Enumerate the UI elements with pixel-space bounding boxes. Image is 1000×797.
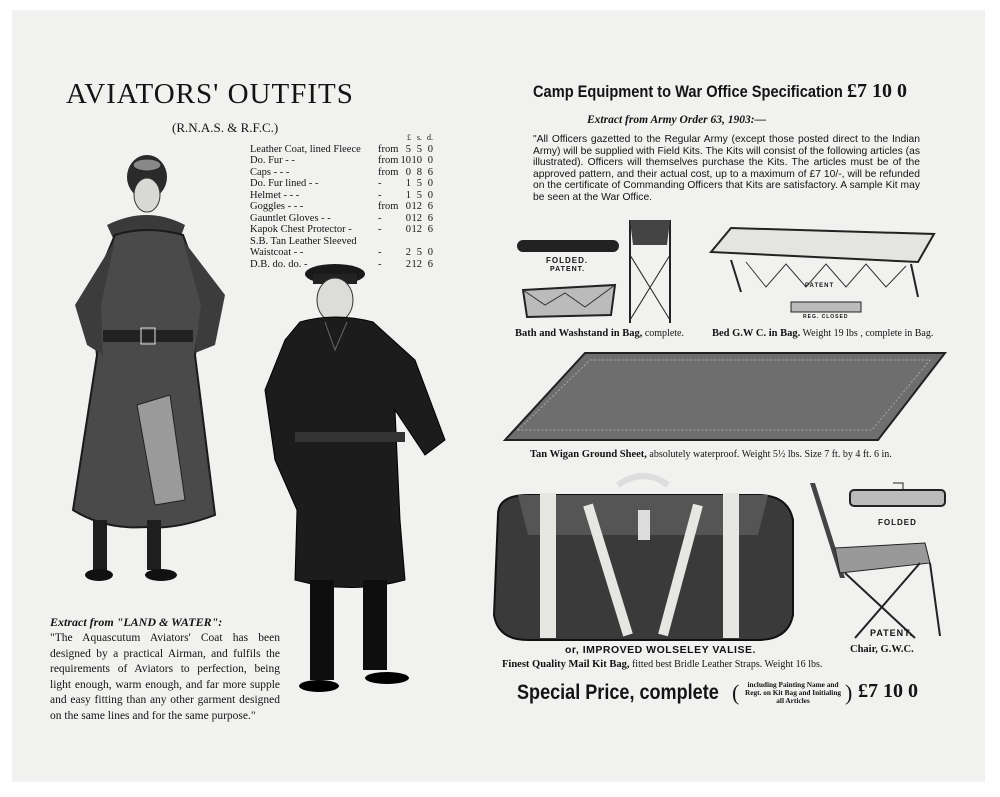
price-shillings: 12 xyxy=(411,201,422,212)
ground-sheet-illustration xyxy=(500,350,950,445)
price-pounds: 1 xyxy=(405,189,411,201)
aviator-coat-illustration xyxy=(55,155,250,605)
camp-chair-illustration xyxy=(805,478,950,640)
price-shillings xyxy=(411,236,422,248)
price-item-name: Helmet - - - xyxy=(250,189,300,201)
kit-bag-caption: Finest Quality Mail Kit Bag, fitted best Bridle Leather Straps. Weight 16 lbs. xyxy=(502,659,823,670)
army-order-text: "All Officers gazetted to the Regular Army (except those posted direct to the Indian Army) will be supplied with Field Kits. The Kits will consist of the following articles (as illustrated). Officers will themselves purchase the Kits. The articles must be of the approved pattern, and their actual cost, up to a maximum of £7 10/-, will be refunded on the certificate of Commanding Officers that Kits are satisfactory. A sample Kit may be seen at the War Office. xyxy=(533,134,920,203)
price-pounds: 0 xyxy=(405,212,411,224)
chair-caption: Chair, G.W.C. xyxy=(850,644,914,655)
price-list xyxy=(250,132,433,270)
price-from: from xyxy=(378,143,399,155)
price-from: - xyxy=(378,189,382,201)
price-row xyxy=(250,201,433,213)
price-from: from xyxy=(378,166,399,178)
price-item-name: Kapok Chest Protector - xyxy=(250,224,352,235)
land-water-extract-title: Extract from "LAND & WATER": xyxy=(50,615,223,629)
price-item-name: Gauntlet Gloves - - xyxy=(250,212,331,224)
kit-bag-illustration xyxy=(488,475,798,643)
price-pence: 6 xyxy=(427,224,433,235)
chair-folded-label: FOLDED xyxy=(878,518,917,527)
bath-folded-label: FOLDED. xyxy=(546,256,589,265)
price-pence: 6 xyxy=(427,258,433,270)
price-item-name: Goggles - - - xyxy=(250,201,304,212)
price-shillings: 5 xyxy=(416,178,422,189)
note-close-paren: ) xyxy=(845,680,853,705)
valise-caption: or, IMPROVED WOLSELEY VALISE. xyxy=(565,644,756,656)
bath-patent-label: PATENT. xyxy=(550,266,586,273)
price-row xyxy=(250,144,433,156)
price-pence: 6 xyxy=(427,201,433,212)
price-shillings: 8 xyxy=(416,166,422,178)
price-shillings: 12 xyxy=(411,258,422,270)
camp-bed-illustration xyxy=(706,222,938,322)
note-open-paren: ( xyxy=(732,680,740,705)
price-row xyxy=(250,224,433,236)
page-title: AVIATORS' OUTFITS xyxy=(66,78,354,110)
price-pence: 0 xyxy=(427,178,433,189)
price-pounds: 0 xyxy=(405,224,411,235)
price-pence: 0 xyxy=(427,143,433,155)
price-shillings: 5 xyxy=(416,143,422,155)
special-price-note: including Painting Name and Regt. on Kit Bag and Initialing all Articles xyxy=(744,680,842,705)
special-price-label: Special Price, complete xyxy=(517,681,719,704)
bath-washstand-illustration xyxy=(515,215,695,325)
price-item-name: S.B. Tan Leather Sleeved xyxy=(250,235,357,247)
price-row xyxy=(250,178,433,190)
bed-patent-label: PATENT xyxy=(805,283,835,289)
price-pounds: 1 xyxy=(405,178,411,189)
price-list-header xyxy=(250,132,433,144)
price-shillings: 12 xyxy=(411,224,422,235)
price-row xyxy=(250,155,433,167)
price-pence: 0 xyxy=(427,247,433,258)
price-row xyxy=(250,167,433,179)
price-pence: 0 xyxy=(427,155,433,166)
price-pounds: 2 xyxy=(405,258,411,270)
price-from: - xyxy=(378,212,382,224)
price-row xyxy=(250,213,433,225)
price-from: - xyxy=(378,258,382,270)
price-from: - xyxy=(378,178,382,189)
camp-equipment-price: £7 10 0 xyxy=(847,80,907,102)
price-row xyxy=(250,236,433,248)
price-shillings: 5 xyxy=(416,247,422,258)
price-from: - xyxy=(378,224,382,235)
price-pounds: 0 xyxy=(405,166,411,178)
bed-caption: Bed G.W C. in Bag. Weight 19 lbs , complete in Bag. xyxy=(712,328,934,339)
price-shillings: 12 xyxy=(411,212,422,224)
price-pounds: 2 xyxy=(405,247,411,258)
price-shillings: 5 xyxy=(416,189,422,201)
price-pounds: 5 xyxy=(405,143,411,155)
ground-sheet-caption: Tan Wigan Ground Sheet, absolutely waterproof. Weight 5½ lbs. Size 7 ft. by 4 ft. 6 in. xyxy=(530,449,892,460)
price-item-name: Do. Fur lined - - xyxy=(250,178,319,189)
officer-coat-illustration xyxy=(255,260,455,700)
army-order-title: Extract from Army Order 63, 1903:— xyxy=(587,114,767,126)
price-pence: 0 xyxy=(427,189,433,201)
price-from: - xyxy=(378,247,382,258)
price-item-name: Caps - - - xyxy=(250,166,290,178)
price-row xyxy=(250,247,433,259)
camp-equipment-title: Camp Equipment to War Office Specification xyxy=(533,82,843,101)
land-water-quote: "The Aquascutum Aviators' Coat has been designed by a practical Airman, and fulfils the requirements of Aviators to perfection, being light enough, warm enough, and far more supple and easy fitting than any other garment designed on the same lines and for the same purpose." xyxy=(50,632,280,722)
price-pounds: 0 xyxy=(405,201,411,212)
price-from xyxy=(378,236,400,248)
price-pence: 6 xyxy=(427,166,433,178)
price-from: from xyxy=(378,201,399,212)
price-pence xyxy=(422,236,433,248)
pence-header: d. xyxy=(427,133,433,142)
page-subtitle: (R.N.A.S. & R.F.C.) xyxy=(172,120,279,135)
special-price-value: £7 10 0 xyxy=(858,680,918,702)
bath-caption: Bath and Washstand in Bag, complete. xyxy=(515,328,684,339)
price-item-name: Do. Fur - - xyxy=(250,155,295,166)
price-item-name: Leather Coat, lined Fleece xyxy=(250,143,361,155)
price-pounds: 10 xyxy=(400,155,411,166)
price-shillings: 10 xyxy=(411,155,422,166)
pounds-header: £ xyxy=(407,133,411,142)
price-row xyxy=(250,190,433,202)
price-item-name: D.B. do. do. - xyxy=(250,258,308,270)
bed-closed-label: REG. CLOSED xyxy=(803,314,849,320)
price-from: from xyxy=(378,155,399,166)
chair-patent-label: PATENT. xyxy=(870,628,914,638)
price-item-name: Waistcoat - - xyxy=(250,247,304,258)
shillings-header: s. xyxy=(416,133,422,142)
price-pounds xyxy=(400,236,411,248)
price-pence: 6 xyxy=(427,212,433,224)
